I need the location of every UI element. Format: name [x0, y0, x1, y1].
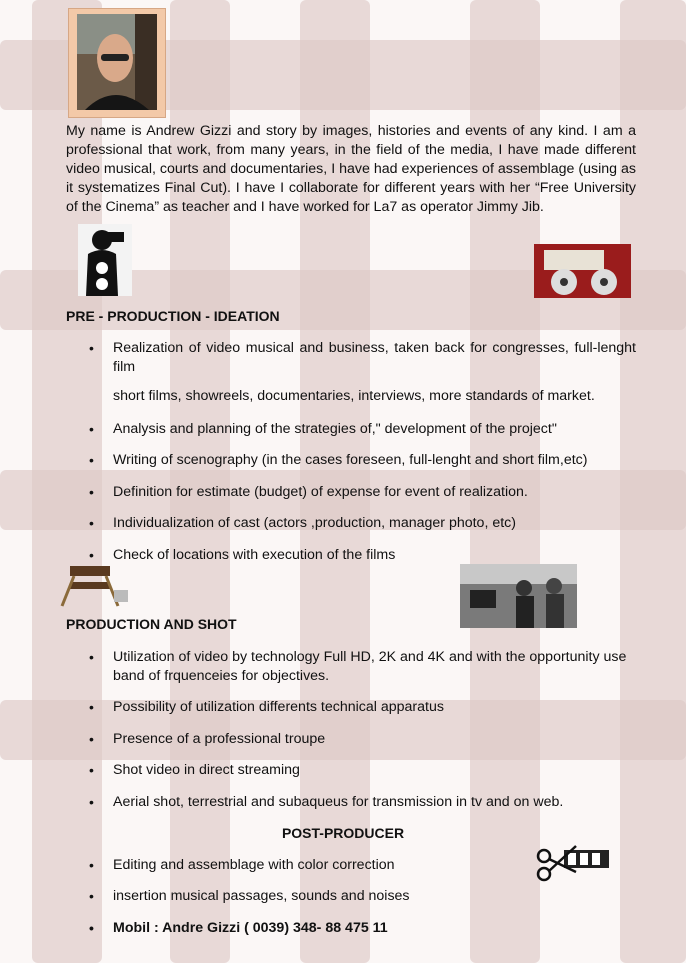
list-item: • Analysis and planning of the strategies of," development of the project" — [66, 420, 636, 439]
postproduction-list — [66, 856, 636, 938]
list-item: • Utilization of video by technology Full HD, 2K and 4K and with the opportunity use band of frquenceies for objectives. — [66, 648, 636, 686]
list-item: • Editing and assemblage with color correction — [66, 856, 636, 875]
film-editing-machine-image — [534, 244, 631, 298]
list-item: • Realization of video musical and business, taken back for congresses, full-lenght film — [66, 339, 636, 377]
section-title-postproduction: POST-PRODUCER — [281, 825, 405, 841]
list-item: • Check of locations with execution of the films — [66, 546, 636, 565]
profile-photo — [77, 14, 157, 110]
list-item: • Presence of a professional troupe — [66, 730, 636, 749]
list-item: • insertion musical passages, sounds and noises — [66, 887, 636, 906]
preproduction-list-cont — [66, 420, 636, 565]
list-item: • Aerial shot, terrestrial and subaqueus for transmission in tv and on web. — [66, 793, 636, 812]
list-item: • Possibility of utilization differents technical apparatus — [66, 698, 636, 717]
list-item: • Definition for estimate (budget) of expense for event of realization. — [66, 483, 636, 502]
director-chair-image — [56, 562, 130, 610]
preproduction-list — [66, 339, 636, 377]
list-item: • Individualization of cast (actors ,production, manager photo, etc) — [66, 514, 636, 533]
section-title-production: PRODUCTION AND SHOT — [66, 616, 237, 632]
intro-paragraph: My name is Andrew Gizzi and story by images, histories and events of any kind. I am a professional that work, from many years, in the field of the media, I have made different video musical, courts and documentaries, I have had experiences of assemblage (using as it systematizes Final Cut). I have I collaborate for different years with her “Free University of the Cinema” as teacher and I have worked for La7 as operator Jimmy Jib. — [66, 123, 636, 215]
production-list — [66, 648, 636, 812]
list-item: • Writing of scenography (in the cases foreseen, full-lenght and short film,etc) — [66, 451, 636, 470]
contact-phone: • Mobil : Andre Gizzi ( 0039) 348- 88 475 11 — [66, 919, 636, 938]
list-item: • Shot video in direct streaming — [66, 761, 636, 780]
section-title-preproduction: PRE - PRODUCTION - IDEATION — [66, 308, 280, 324]
film-crew-shooting-image — [460, 564, 577, 628]
profile-photo-frame — [68, 8, 166, 118]
film-director-silhouette-image — [78, 224, 132, 296]
list-item-continuation: short films, showreels, documentaries, interviews, more standards of market. — [113, 388, 595, 404]
